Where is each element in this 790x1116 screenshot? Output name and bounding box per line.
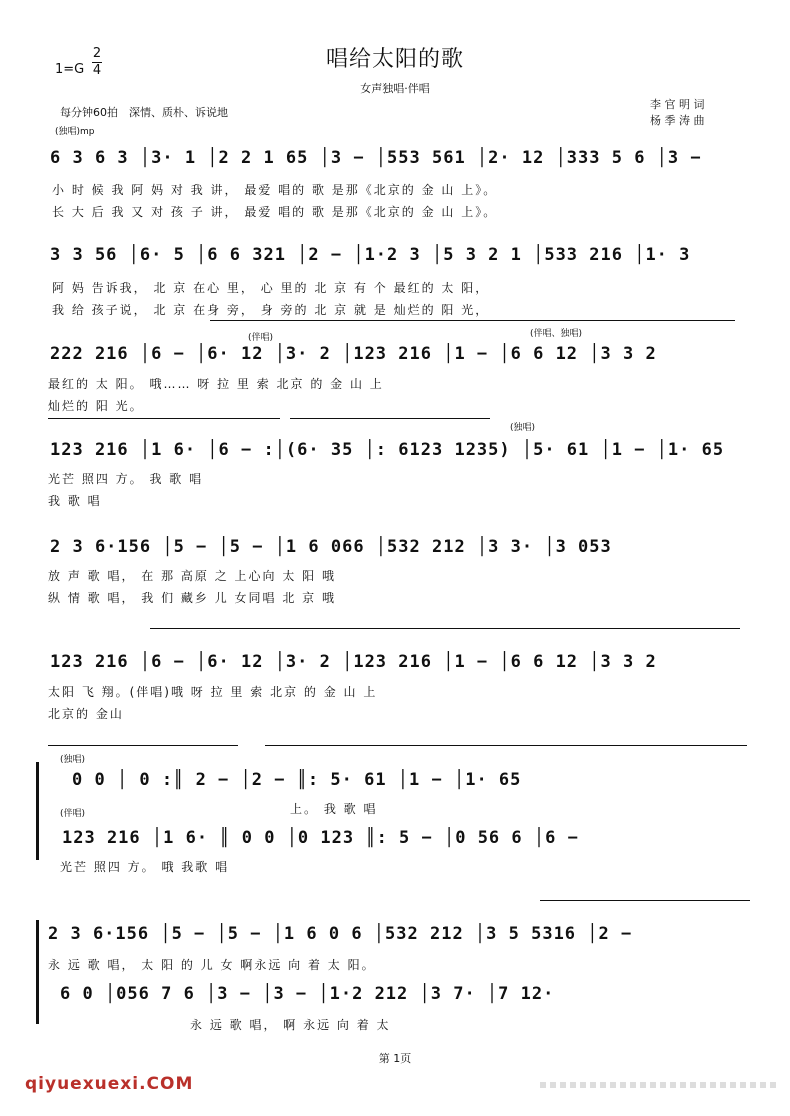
row-4-annotation: (独唱) — [510, 423, 536, 433]
time-numerator: 2 — [92, 46, 102, 61]
row-6-volta-line — [150, 628, 740, 629]
system-bracket-1 — [36, 762, 39, 860]
score-row-6-lyric-2: 北京的 金山 — [48, 707, 124, 721]
score-row-6-notes: 123 216 │6 − │6· 12 │3· 2 │123 216 │1 − │6 6 12 │3 3 2 — [50, 652, 657, 672]
decorative-strip — [540, 1082, 780, 1088]
score-row-7-accompaniment-lyric: 光芒 照四 方。 哦 我歌 唱 — [60, 860, 230, 874]
accompaniment-annotation: (伴唱) — [60, 809, 86, 819]
song-subtitle: 女声独唱·伴唱 — [360, 82, 430, 95]
score-row-2-notes: 3 3 56 │6· 5 │6 6 321 │2 − │1·2 3 │5 3 2 1 │533 216 │1· 3 — [50, 245, 691, 265]
score-row-3-lyric-1: 最红的 太 阳。 哦…… 呀 拉 里 索 北京 的 金 山 上 — [48, 377, 384, 391]
score-row-7-solo-notes: 0 0 │ 0 :║ 2 − │2 − ║: 5· 61 │1 − │1· 65 — [72, 770, 522, 790]
score-row-7-solo-lyric: 上。 我 歌 唱 — [290, 802, 378, 816]
score-row-6-lyric-1: 太阳 飞 翔。(伴唱)哦 呀 拉 里 索 北京 的 金 山 上 — [48, 685, 378, 699]
time-denominator: 4 — [92, 63, 102, 78]
score-row-5-lyric-1: 放 声 歌 唱， 在 那 高原 之 上心向 太 阳 哦 — [48, 569, 336, 583]
song-title: 唱给太阳的歌 — [325, 47, 464, 72]
row-3-annotation-a: (伴唱) — [248, 333, 274, 343]
solo-annotation: (独唱) — [60, 755, 86, 765]
score-row-8-solo-notes: 2 3 6·156 │5 − │5 − │1 6 0 6 │532 212 │3 5 5316 │2 − — [48, 924, 633, 944]
score-row-2-lyric-1: 阿 妈 告诉我， 北 京 在心 里， 心 里的 北 京 有 个 最红的 太 阳， — [52, 281, 490, 295]
score-row-1-notes: 6 3 6 3 │3· 1 │2 2 1 65 │3 − │553 561 │2· 12 │333 5 6 │3 − — [50, 148, 702, 168]
score-row-7-accompaniment-notes: 123 216 │1 6· ║ 0 0 │0 123 ║: 5 − │0 56 6 │6 − — [62, 828, 579, 848]
page-number: 第 1页 — [378, 1052, 412, 1065]
score-row-8-accompaniment-lyric: 永 远 歌 唱， 啊 永远 向 着 太 — [190, 1018, 391, 1032]
site-watermark: qiyuexuexi.COM — [25, 1074, 194, 1094]
score-row-2-lyric-2: 我 给 孩子说， 北 京 在身 旁， 身 旁的 北 京 就 是 灿烂的 阳 光， — [52, 303, 490, 317]
score-row-3-lyric-2: 灿烂的 阳 光。 — [48, 399, 144, 413]
row-8-volta-line — [540, 900, 750, 901]
score-row-8-solo-lyric: 永 远 歌 唱， 太 阳 的 儿 女 啊永远 向 着 太 阳。 — [48, 958, 376, 972]
row-7-ending-2-line — [265, 745, 747, 746]
score-row-5-notes: 2 3 6·156 │5 − │5 − │1 6 066 │532 212 │3 3· │3 053 — [50, 537, 612, 557]
time-signature — [92, 46, 102, 79]
score-row-5-lyric-2: 纵 情 歌 唱， 我 们 藏乡 儿 女同唱 北 京 哦 — [48, 591, 336, 605]
key-signature: 1=G — [55, 62, 85, 77]
row-7-ending-1-line — [48, 745, 238, 746]
volta-line — [210, 320, 735, 321]
ending-1-line — [48, 418, 280, 419]
score-row-4-notes: 123 216 │1 6· │6 − :│(6· 35 │: 6123 1235) │5· 61 │1 − │1· 65 — [50, 440, 725, 460]
composer-credit: 杨 季 涛 曲 — [650, 114, 705, 127]
system-bracket-2 — [36, 920, 39, 1024]
tempo-marking: 每分钟60拍 深情、质朴、诉说地 — [60, 106, 228, 119]
ending-2-line — [290, 418, 490, 419]
lyricist-credit: 李 官 明 词 — [650, 98, 705, 111]
score-row-4-lyric-2: 我 歌 唱 — [48, 494, 102, 508]
score-row-1-lyric-1: 小 时 候 我 阿 妈 对 我 讲， 最爱 唱的 歌 是那《北京的 金 山 上》。 — [52, 183, 498, 197]
score-row-4-lyric-1: 光芒 照四 方。 我 歌 唱 — [48, 472, 204, 486]
score-row-1-lyric-2: 长 大 后 我 又 对 孩 子 讲， 最爱 唱的 歌 是那《北京的 金 山 上》。 — [52, 205, 498, 219]
row-3-annotation-b: (伴唱、独唱) — [530, 329, 583, 339]
score-row-8-accompaniment-notes: 6 0 │056 7 6 │3 − │3 − │1·2 212 │3 7· │7 12· — [60, 984, 555, 1004]
dynamic-marking: (独唱)mp — [55, 127, 95, 137]
score-row-3-notes: 222 216 │6 − │6· 12 │3· 2 │123 216 │1 − │6 6 12 │3 3 2 — [50, 344, 657, 364]
